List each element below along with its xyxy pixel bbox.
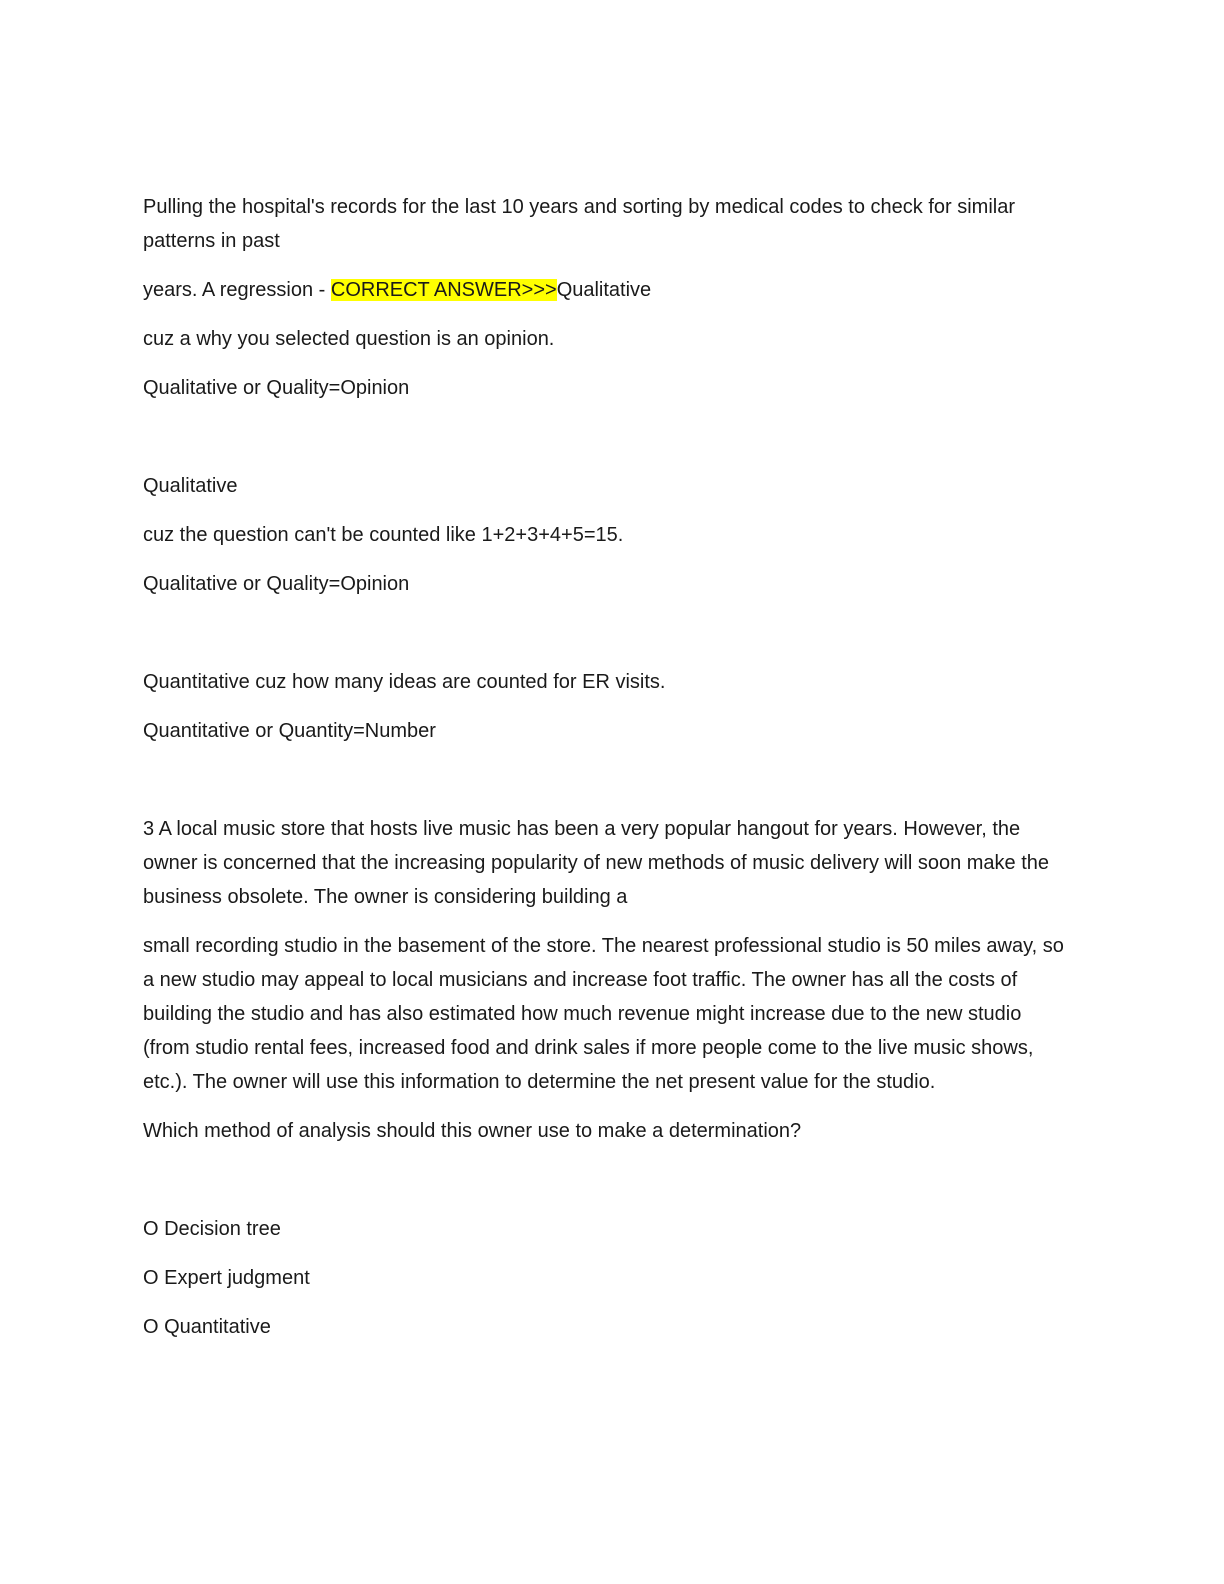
paragraph-counted-reason: cuz the question can't be counted like 1+2+3+4+5=15. [143,524,624,546]
paragraph-opinion-reason: cuz a why you selected question is an opinion. [143,328,555,350]
option-expert-judgment: O Expert judgment [143,1267,310,1289]
option-quantitative: O Quantitative [143,1316,271,1338]
paragraph-hospital-records: Pulling the hospital's records for the last 10 years and sorting by medical codes to check for similar patterns in past [143,196,1016,252]
correct-answer-highlight: CORRECT ANSWER>>> [330,279,557,301]
option-decision-tree: O Decision tree [143,1218,281,1240]
paragraph-question-3-prompt: Which method of analysis should this owner use to make a determination? [143,1120,802,1142]
paragraph-question-3-details: small recording studio in the basement of the store. The nearest professional studio is 50 miles away, so a new studio may appeal to local musicians and increase foot traffic. The owner has all the costs of building the studio and has also estimated how much revenue might increase due to the new studio (from studio rental fees, increased food and drink sales if more people come to the live music shows, etc.). The owner will use this information to determine the net present value for the studio. [143,935,1064,1093]
paragraph-quantitative-definition: Quantitative or Quantity=Number [143,720,436,742]
answer-text: Qualitative [556,279,652,301]
paragraph-question-3-intro: 3 A local music store that hosts live music has been a very popular hangout for years. However, the owner is concerned that the increasing popularity of new methods of music delivery will soon make the business obsolete. The owner is considering building a [143,818,1050,908]
regression-text: years. A regression - [143,279,331,301]
paragraph-regression-answer [143,273,1073,307]
paragraph-qualitative: Qualitative [143,475,238,497]
paragraph-qualitative-definition: Qualitative or Quality=Opinion [143,377,410,399]
document-body [143,190,1073,1344]
paragraph-quantitative-er: Quantitative cuz how many ideas are counted for ER visits. [143,671,666,693]
paragraph-qualitative-definition-2: Qualitative or Quality=Opinion [143,573,410,595]
